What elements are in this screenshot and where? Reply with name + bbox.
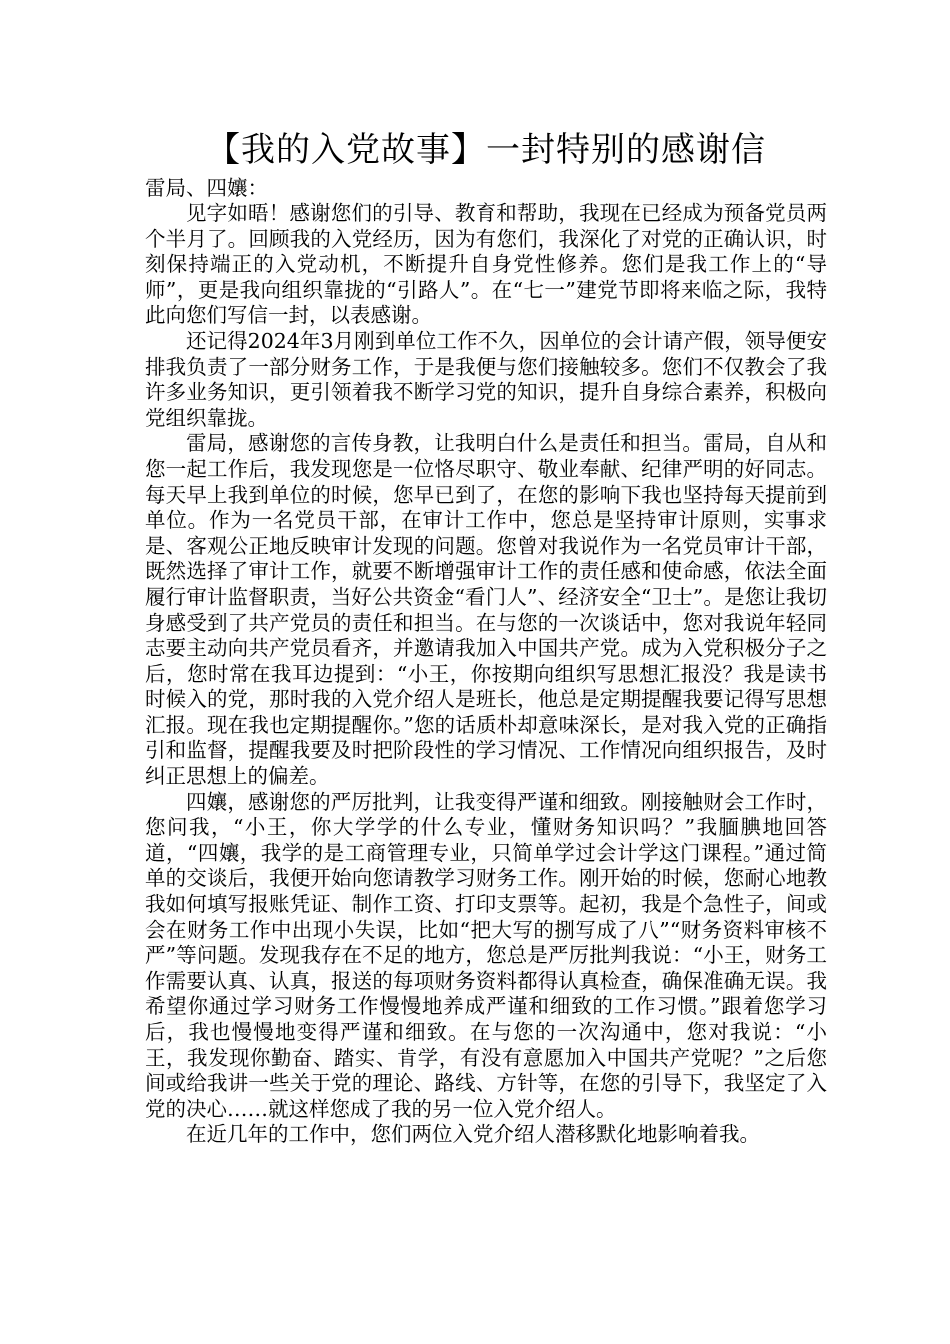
document-page (145, 128, 827, 1148)
paragraph-1: 见字如晤！感谢您们的引导、教育和帮助，我现在已经成为预备党员两个半月了。回顾我的入党经历，因为有您们，我深化了对党的正确认识，时刻保持端正的入党动机，不断提升自身党性修养。您们是我工作上的“导师”，更是我向组织靠拢的“引路人”。在“七一”建党节即将来临之际，我特此向您们写信一封，以表感谢。 (145, 201, 827, 328)
document-title: 【我的入党故事】一封特别的感谢信 (206, 130, 766, 170)
paragraph-4: 四孃，感谢您的严厉批判，让我变得严谨和细致。刚接触财会工作时，您问我，“小王，你大学学的什么专业，懂财务知识吗？”我腼腆地回答道，“四孃，我学的是工商管理专业，只简单学过会计学这门课程。”通过简单的交谈后，我便开始向您请教学习财务工作。刚开始的时候，您耐心地教我如何填写报账凭证、制作工资、打印支票等。起初，我是个急性子，间或会在财务工作中出现小失误，比如“把大写的捌写成了八”“财务资料审核不严”等问题。发现我存在不足的地方，您总是严厉批判我说：“小王，财务工作需要认真、认真，报送的每项财务资料都得认真检查，确保准确无误。我希望你通过学习财务工作慢慢地养成严谨和细致的工作习惯。”跟着您学习后，我也慢慢地变得严谨和细致。在与您的一次沟通中，您对我说：“小王，我发现你勤奋、踏实、肯学，有没有意愿加入中国共产党呢？”之后您间或给我讲一些关于党的理论、路线、方针等，在您的引导下，我坚定了入党的决心……就这样您成了我的另一位入党介绍人。 (145, 789, 827, 1121)
paragraph-2: 还记得2024年3月刚到单位工作不久，因单位的会计请产假，领导便安排我负责了一部分财务工作，于是我便与您们接触较多。您们不仅教会了我许多业务知识，更引领着我不断学习党的知识，提升自身综合素养，积极向党组织靠拢。 (145, 328, 827, 430)
letter-salutation: 雷局、四孃： (145, 176, 268, 200)
paragraph-5: 在近几年的工作中，您们两位入党介绍人潜移默化地影响着我。 (186, 1122, 760, 1147)
paragraph-3: 雷局，感谢您的言传身教，让我明白什么是责任和担当。雷局，自从和您一起工作后，我发现您是一位恪尽职守、敬业奉献、纪律严明的好同志。每天早上我到单位的时候，您早已到了，在您的影响下我也坚持每天提前到单位。作为一名党员干部，在审计工作中，您总是坚持审计原则，实事求是、客观公正地反映审计发现的问题。您曾对我说作为一名党员审计干部，既然选择了审计工作，就要不断增强审计工作的责任感和使命感，依法全面履行审计监督职责，当好公共资金“看门人”、经济安全“卫士”。是您让我切身感受到了共产党员的责任和担当。在与您的一次谈话中，您对我说年轻同志要主动向共产党员看齐，并邀请我加入中国共产党。成为入党积极分子之后，您时常在我耳边提到：“小王，你按期向组织写思想汇报没？我是读书时候入的党，那时我的入党介绍人是班长，他总是定期提醒我要记得写思想汇报。现在我也定期提醒你。”您的话质朴却意味深长，是对我入党的正确指引和监督，提醒我要及时把阶段性的学习情况、工作情况向组织报告，及时纠正思想上的偏差。 (145, 431, 827, 789)
